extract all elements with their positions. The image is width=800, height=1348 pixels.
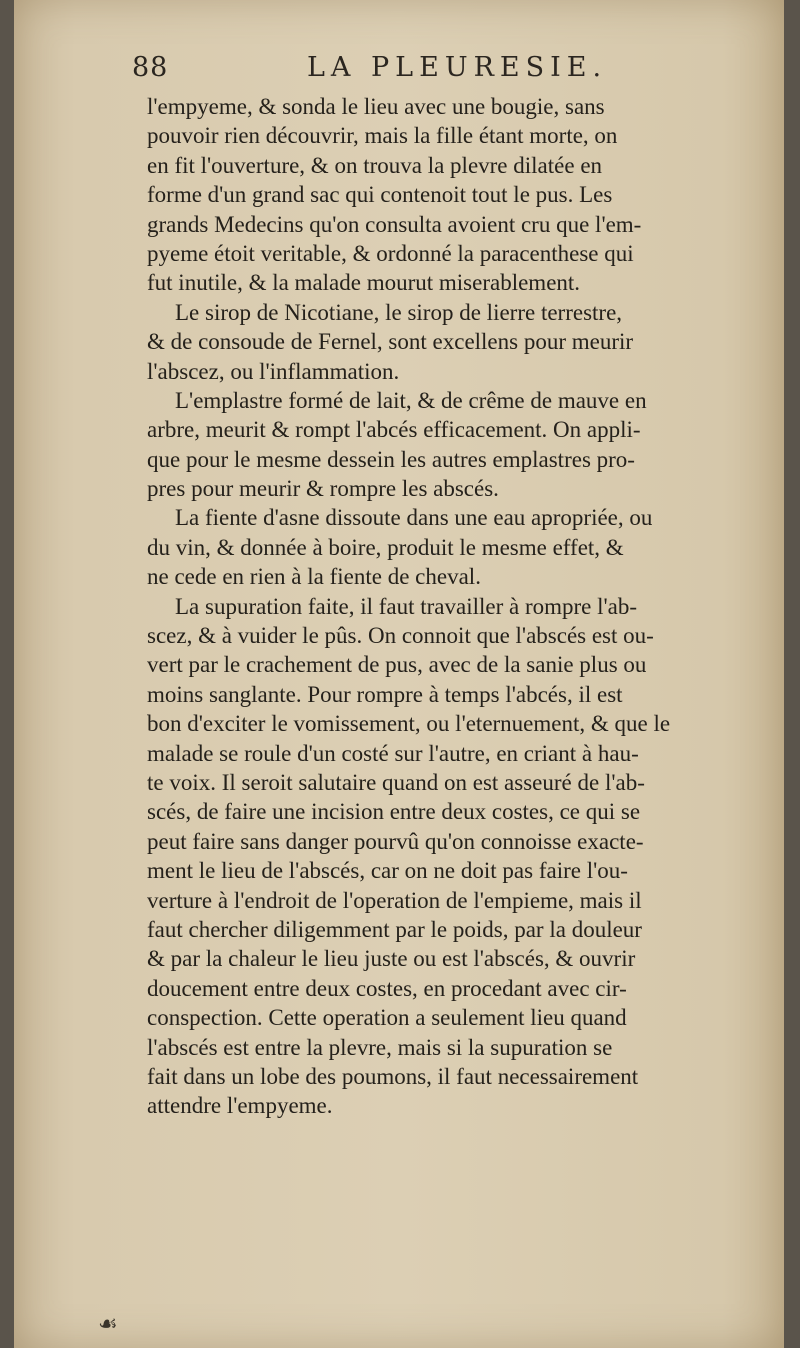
text-line: pouvoir rien découvrir, mais la fille étant morte, on [147, 123, 618, 149]
text-line: ment le lieu de l'abscés, car on ne doit pas faire l'ou- [147, 858, 628, 884]
text-line: pres pour meurir & rompre les abscés. [147, 476, 499, 502]
text-line: l'empyeme, & sonda le lieu avec une bougie, sans [147, 94, 605, 119]
text-line: L'emplastre formé de lait, & de crême de mauve en [175, 387, 647, 413]
marginal-ornament-icon: ☙ [98, 1312, 118, 1337]
text-line: fait dans un lobe des poumons, il faut necessairement [147, 1063, 639, 1089]
text-line: arbre, meurit & rompt l'abcés efficacement. On appli- [147, 417, 641, 443]
text-line: vert par le crachement de pus, avec de la sanie plus ou [147, 652, 647, 678]
text-line: ne cede en rien à la fiente de cheval. [147, 564, 481, 590]
text-line: & de consoude de Fernel, sont excellens pour meurir [147, 329, 634, 355]
book-page [14, 0, 784, 1348]
text-line: peut faire sans danger pourvû qu'on connoisse exacte- [147, 828, 644, 854]
text-line: scés, de faire une incision entre deux costes, ce qui se [147, 799, 641, 825]
text-line: scez, & à vuider le pûs. On connoit que l'abscés est ou- [147, 623, 654, 649]
text-line: Le sirop de Nicotiane, le sirop de lierre terrestre, [175, 299, 623, 325]
text-line: faut chercher diligemment par le poids, par la douleur [147, 916, 642, 942]
running-title: LA PLEURESIE. [307, 52, 608, 83]
text-line: grands Medecins qu'on consulta avoient cru que l'em- [147, 211, 642, 237]
text-line: l'abscés est entre la plevre, mais si la supuration se [147, 1034, 613, 1060]
text-line: en fit l'ouverture, & on trouva la plevre dilatée en [147, 152, 603, 178]
text-line: malade se roule d'un costé sur l'autre, en criant à hau- [147, 740, 639, 766]
text-line: & par la chaleur le lieu juste ou est l'abscés, & ouvrir [147, 946, 636, 972]
text-line: forme d'un grand sac qui contenoit tout le pus. Les [147, 182, 613, 208]
text-line: verture à l'endroit de l'operation de l'empieme, mais il [147, 887, 642, 913]
text-line: La supuration faite, il faut travailler à rompre l'ab- [175, 593, 638, 619]
text-line: moins sanglante. Pour rompre à temps l'abcés, il est [147, 681, 623, 707]
text-line: doucement entre deux costes, en procedant avec cir- [147, 975, 627, 1001]
text-line: pyeme étoit veritable, & ordonné la paracenthese qui [147, 240, 634, 266]
text-line: conspection. Cette operation a seulement lieu quand [147, 1005, 627, 1031]
text-line: bon d'exciter le vomissement, ou l'eternuement, & que le [147, 711, 671, 737]
page-header [132, 52, 752, 92]
text-line: du vin, & donnée à boire, produit le mesme effet, & [147, 534, 624, 560]
text-line: te voix. Il seroit salutaire quand on est asseuré de l'ab- [147, 769, 645, 795]
text-line: attendre l'empyeme. [147, 1093, 333, 1119]
text-line: fut inutile, & la malade mourut miserablement. [147, 270, 581, 296]
page-number: 88 [132, 52, 169, 83]
body-text [147, 92, 775, 1121]
text-line: l'abscez, ou l'inflammation. [147, 358, 400, 384]
text-line: La fiente d'asne dissoute dans une eau apropriée, ou [175, 505, 653, 531]
text-line: que pour le mesme dessein les autres emplastres pro- [147, 446, 635, 472]
